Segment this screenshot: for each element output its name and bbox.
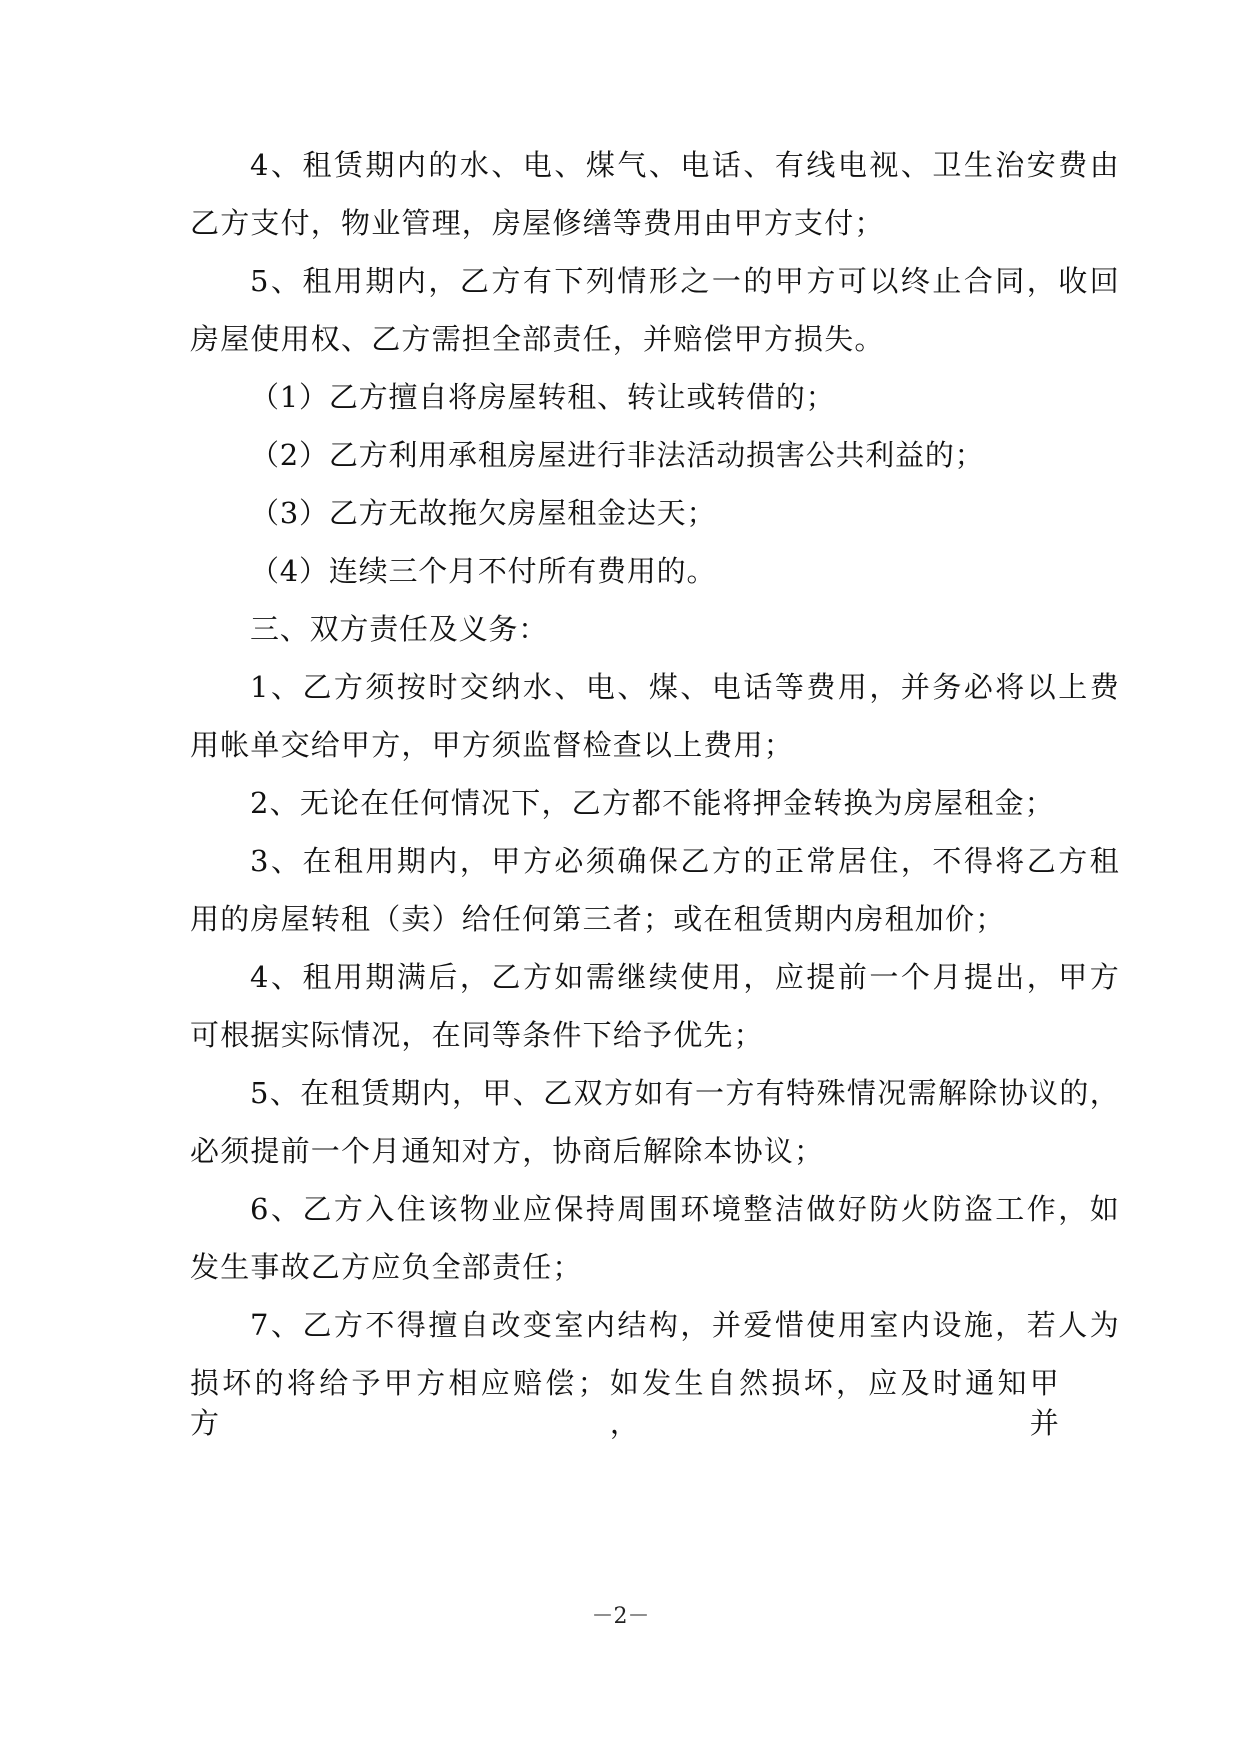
- page-number: －2－: [591, 1604, 650, 1629]
- list-item-4: （4）连续三个月不付所有费用的。: [250, 554, 717, 588]
- list-item-1: （1）乙方擅自将房屋转租、转让或转借的；: [250, 380, 836, 414]
- text-line-2: 乙方支付，物业管理，房屋修缮等费用由甲方支付；: [190, 206, 885, 240]
- text-line-12: 5、在租赁期内，甲、乙双方如有一方有特殊情况需解除协议的，: [250, 1076, 1120, 1110]
- list-item-3: （3）乙方无故拖欠房屋租金达天；: [250, 496, 717, 530]
- text-line-6: 用帐单交给甲方，甲方须监督检查以上费用；: [190, 728, 795, 762]
- text-line-10: 4、租用期满后，乙方如需继续使用，应提前一个月提出，甲方: [250, 960, 1120, 994]
- text-line-13: 必须提前一个月通知对方，协商后解除本协议；: [190, 1134, 825, 1168]
- text-line-5: 1、乙方须按时交纳水、电、煤、电话等费用，并务必将以上费: [250, 670, 1120, 704]
- text-line-3: 5、租用期内，乙方有下列情形之一的甲方可以终止合同，收回: [250, 264, 1120, 298]
- text-line-11: 可根据实际情况，在同等条件下给予优先；: [190, 1018, 764, 1052]
- list-item-2: （2）乙方利用承租房屋进行非法活动损害公共利益的；: [250, 438, 985, 472]
- text-line-17: 损坏的将给予甲方相应赔偿；如发生自然损坏，应及时通知甲方，并: [190, 1366, 1060, 1440]
- text-line-14: 6、乙方入住该物业应保持周围环境整洁做好防火防盗工作，如: [250, 1192, 1120, 1226]
- text-line-7: 2、无论在任何情况下，乙方都不能将押金转换为房屋租金；: [250, 786, 1055, 820]
- text-line-16: 7、乙方不得擅自改变室内结构，并爱惜使用室内设施，若人为: [250, 1308, 1120, 1342]
- text-line-9: 用的房屋转租（卖）给任何第三者；或在租赁期内房租加价；: [190, 902, 1006, 936]
- text-line-15: 发生事故乙方应负全部责任；: [190, 1250, 583, 1284]
- text-line-8: 3、在租用期内，甲方必须确保乙方的正常居住，不得将乙方租: [250, 844, 1120, 878]
- text-line-1: 4、租赁期内的水、电、煤气、电话、有线电视、卫生治安费由: [250, 148, 1120, 182]
- section-heading: 三、双方责任及义务：: [250, 612, 549, 646]
- text-line-4: 房屋使用权、乙方需担全部责任，并赔偿甲方损失。: [190, 322, 885, 356]
